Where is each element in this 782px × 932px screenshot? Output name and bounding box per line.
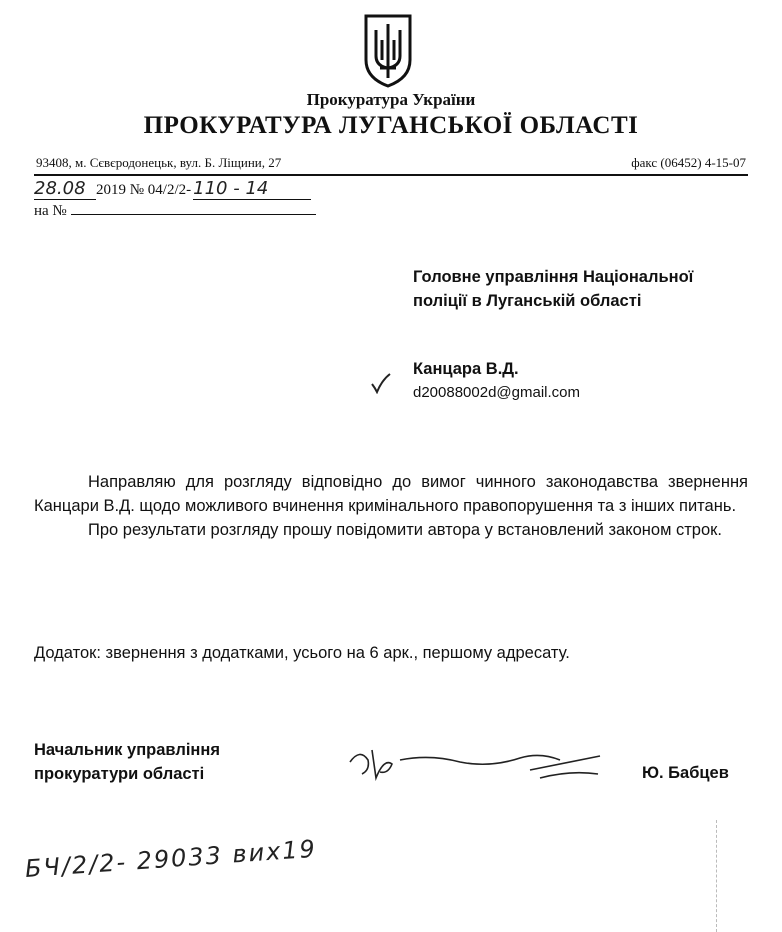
registration-mark-text: БЧ/2/2- 29033 вих19 [24,834,318,883]
signer-name: Ю. Бабцев [642,764,729,782]
organization-subtitle: Прокуратура України [306,90,476,109]
incoming-reference [34,200,316,220]
signer-title [34,738,220,786]
reference-number-prefix: 2019 № 04/2/2- [96,182,192,198]
body-paragraph-2: Про результати розгляду прошу повідомити автора у встановлений законом строк. [88,521,722,539]
registration-mark [24,834,386,905]
handwritten-signature [340,740,610,790]
organization-address: 93408, м. Сєвєродонецьк, вул. Б. Ліщини, 27 [36,155,282,170]
recipient-line-2: поліції в Луганській області [413,292,642,310]
outgoing-reference [34,178,311,200]
reference-number: 110 - 14 [193,178,311,200]
organization-fax: факс (06452) 4-15-07 [631,155,746,170]
copy-recipient-email: d20088002d@gmail.com [413,384,580,401]
attachment-note: Додаток: звернення з додатками, усього на 6 арк., першому адресату. [34,644,570,662]
trident-coat-of-arms-icon [358,10,418,90]
recipient-block [413,265,693,313]
signer-title-line-1: Начальник управління [34,741,220,759]
copy-recipient-name: Канцара В.Д. [413,360,519,378]
header-divider [34,174,748,176]
organization-title: ПРОКУРАТУРА ЛУГАНСЬКОЇ ОБЛАСТІ [143,112,639,139]
letter-body [34,470,748,542]
incoming-reference-label: на № [34,203,67,219]
recipient-line-1: Головне управління Національної [413,268,694,286]
reference-date: 28.08 [34,178,96,200]
scan-edge [716,820,717,932]
signer-title-line-2: прокуратури області [34,765,205,783]
incoming-reference-field [71,200,316,215]
body-paragraph-1: Направляю для розгляду відповідно до вимог чинного законодавства звернення Канцари В.Д. щодо можливого вчинення кримінального правопорушення та з інших питань. [34,473,748,515]
checkmark-icon [370,372,392,394]
